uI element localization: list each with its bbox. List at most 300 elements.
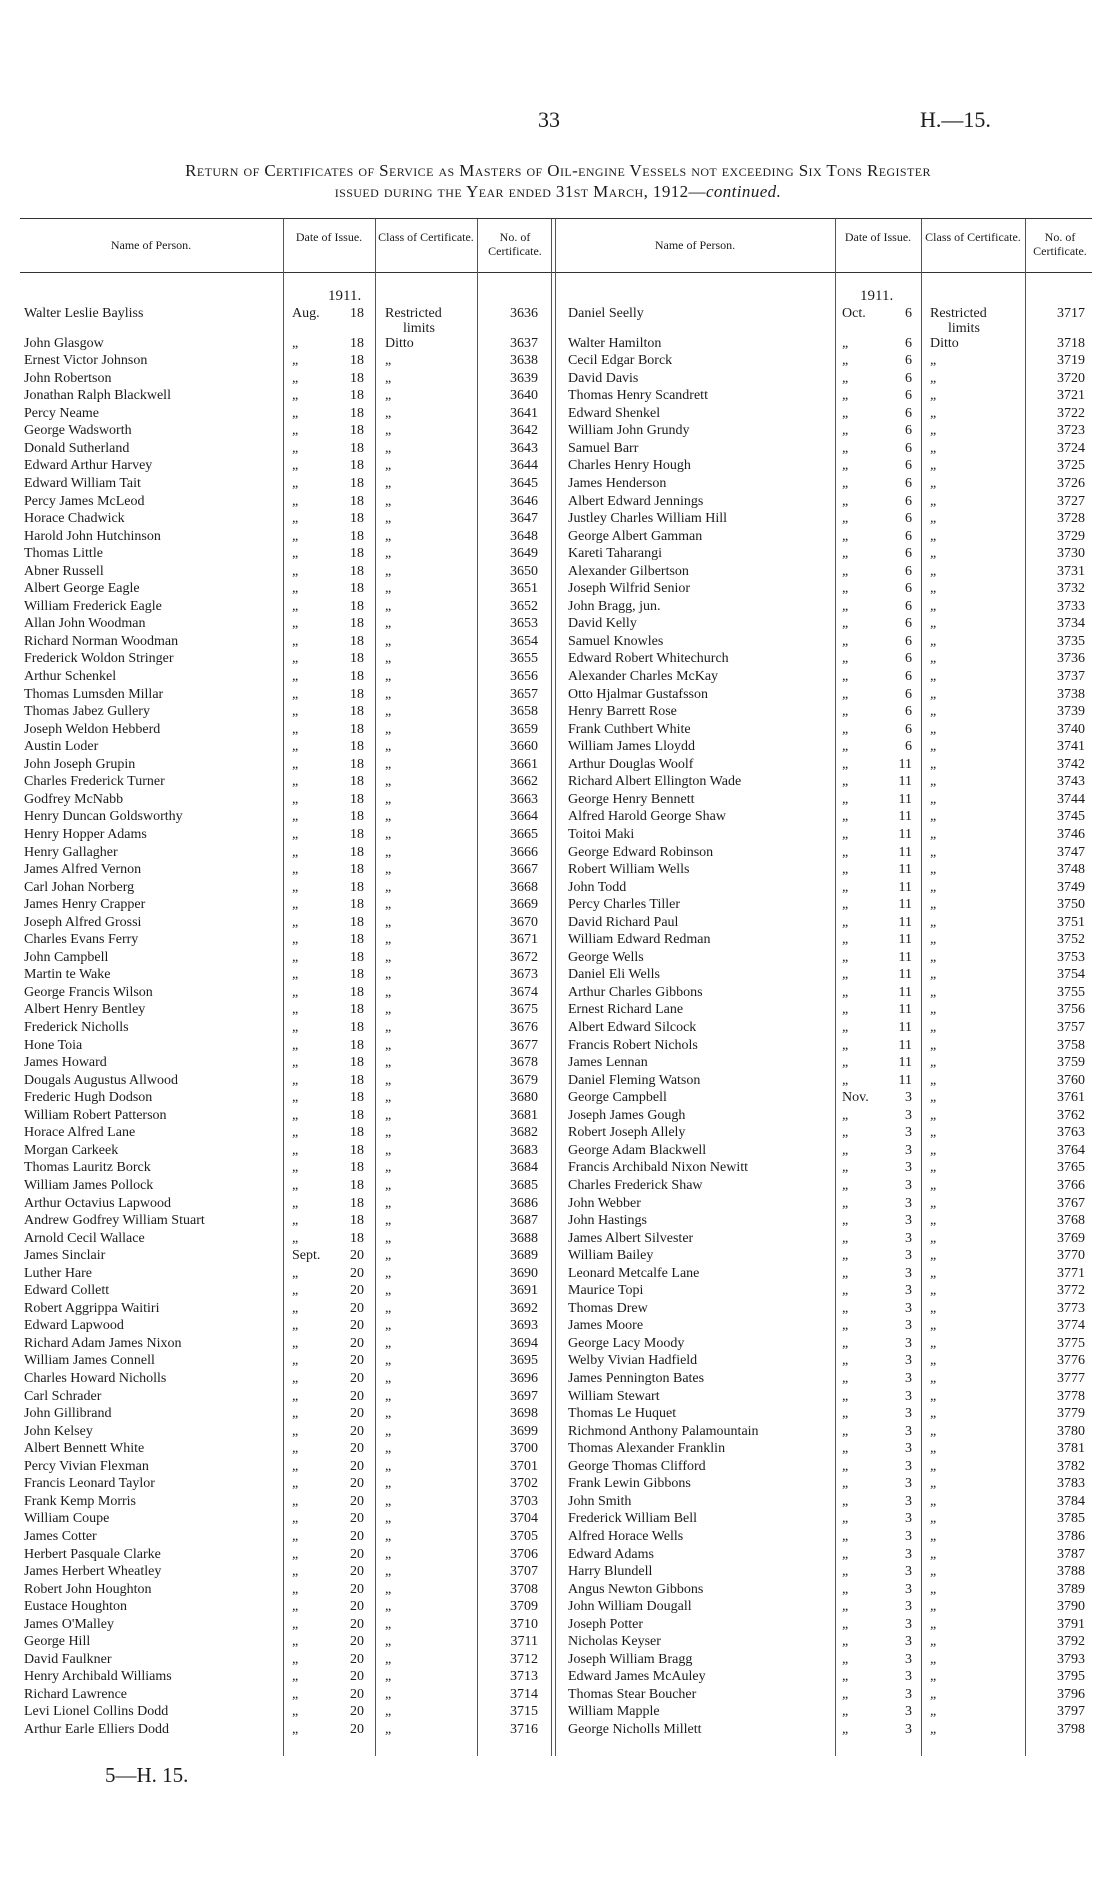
issue-month: „ — [292, 1704, 299, 1720]
issue-day: 11 — [898, 1037, 912, 1053]
person-name: Dougals Augustus Allwood — [24, 1072, 179, 1088]
issue-month: „ — [842, 1528, 849, 1544]
certificate-class: „ — [385, 1441, 392, 1457]
certificate-number: 3747 — [1057, 844, 1085, 860]
certificate-number: 3697 — [510, 1388, 538, 1404]
issue-month: „ — [292, 844, 299, 860]
issue-day: 18 — [350, 1002, 364, 1018]
issue-month: „ — [292, 370, 299, 386]
issue-day: 11 — [898, 862, 912, 878]
issue-month: „ — [292, 686, 299, 702]
certificate-class: „ — [930, 967, 937, 983]
certificate-class: „ — [385, 1511, 392, 1527]
certificate-class: „ — [930, 1634, 937, 1650]
certificate-class: „ — [930, 458, 937, 474]
issue-month: „ — [292, 704, 299, 720]
certificate-class: „ — [385, 721, 392, 737]
issue-day: 18 — [350, 528, 364, 544]
person-name: Henry Gallagher — [24, 844, 118, 860]
issue-day: 6 — [905, 546, 912, 562]
issue-day: 3 — [905, 1476, 912, 1492]
person-name: John Todd — [568, 879, 627, 895]
certificate-number: 3641 — [510, 405, 538, 421]
issue-day: 18 — [350, 651, 364, 667]
issue-month: „ — [842, 984, 849, 1000]
person-name: Alexander Charles McKay — [568, 669, 719, 684]
issue-day: 18 — [350, 335, 364, 351]
certificate-class: Ditto — [385, 335, 414, 351]
certificate-class: „ — [385, 1090, 392, 1106]
certificate-number: 3702 — [510, 1476, 538, 1492]
issue-day: 6 — [905, 405, 912, 421]
person-name: Toitoi Maki — [568, 826, 635, 842]
issue-day: 11 — [898, 1055, 912, 1071]
issue-month: „ — [842, 791, 849, 807]
issue-month: „ — [292, 633, 299, 649]
issue-month: „ — [842, 1055, 849, 1071]
issue-month: „ — [842, 1230, 849, 1246]
issue-month: Nov. — [842, 1090, 869, 1106]
person-name: Joseph William Bragg — [568, 1651, 693, 1667]
certificate-class: „ — [385, 1493, 392, 1509]
person-name: Abner Russell — [24, 563, 104, 579]
person-name: Alfred Harold George Shaw — [568, 809, 726, 825]
certificate-number: 3699 — [510, 1423, 538, 1439]
certificate-class: „ — [930, 932, 937, 948]
issue-month: „ — [842, 862, 849, 878]
certificate-class: „ — [930, 1195, 937, 1211]
certificate-class: „ — [930, 546, 937, 562]
issue-month: „ — [842, 1581, 849, 1597]
issue-month: „ — [292, 1634, 299, 1650]
person-name: Thomas Little — [24, 546, 103, 562]
person-name: Martin te Wake — [24, 967, 111, 983]
certificate-class: „ — [930, 984, 937, 1000]
issue-month: „ — [292, 1528, 299, 1544]
person-name: George Adam Blackwell — [568, 1142, 707, 1158]
issue-month: „ — [292, 1564, 299, 1580]
certificate-class: „ — [930, 1423, 937, 1439]
person-name: George Francis Wilson — [24, 984, 153, 1000]
person-name: Hone Toia — [24, 1037, 83, 1053]
certificate-number: 3660 — [510, 739, 538, 755]
issue-month: „ — [292, 809, 299, 825]
certificate-number: 3707 — [510, 1564, 538, 1580]
certificate-number: 3670 — [510, 914, 538, 930]
issue-month: „ — [842, 1283, 849, 1299]
person-name: Charles Howard Nicholls — [24, 1371, 167, 1386]
person-name: Arthur Charles Gibbons — [568, 984, 703, 1000]
person-name: Richard Lawrence — [24, 1686, 127, 1702]
issue-day: 3 — [905, 1335, 912, 1351]
certificate-class: „ — [930, 949, 937, 965]
certificate-class: „ — [385, 1230, 392, 1246]
issue-day: 3 — [905, 1493, 912, 1509]
issue-month: „ — [292, 616, 299, 632]
person-name: Otto Hjalmar Gustafsson — [568, 686, 708, 702]
issue-month: „ — [292, 598, 299, 614]
issue-day: 3 — [905, 1195, 912, 1211]
certificate-number: 3706 — [510, 1546, 538, 1562]
certificate-number: 3764 — [1057, 1142, 1085, 1158]
column-rule — [921, 219, 922, 1756]
issue-month: „ — [292, 1107, 299, 1123]
person-name: Angus Newton Gibbons — [568, 1581, 704, 1597]
certificate-class: „ — [930, 598, 937, 614]
person-name: David Faulkner — [24, 1651, 112, 1667]
person-name: Henry Duncan Goldsworthy — [24, 809, 183, 825]
issue-month: „ — [292, 388, 299, 404]
issue-month: „ — [292, 756, 299, 772]
column-rule — [835, 219, 836, 1756]
person-name: Arthur Schenkel — [24, 669, 117, 684]
person-name: Henry Archibald Williams — [24, 1669, 172, 1685]
person-name: William James Connell — [24, 1353, 155, 1369]
issue-month: „ — [842, 1511, 849, 1527]
certificate-number: 3657 — [510, 686, 538, 702]
certificate-number: 3788 — [1057, 1564, 1085, 1580]
person-name: Eustace Houghton — [24, 1599, 128, 1615]
issue-day: 20 — [350, 1616, 364, 1632]
certificate-class: „ — [930, 388, 937, 404]
person-name: Carl Schrader — [24, 1388, 102, 1404]
certificate-class: „ — [930, 879, 937, 895]
person-name: John Hastings — [568, 1213, 647, 1229]
issue-day: 6 — [905, 739, 912, 755]
person-name: James Henry Crapper — [24, 897, 146, 913]
certificate-number: 3689 — [510, 1248, 538, 1264]
certificate-class: „ — [385, 1564, 392, 1580]
certificate-class: „ — [385, 1195, 392, 1211]
certificate-class-line-2: limits — [948, 321, 980, 336]
person-name: Thomas Stear Boucher — [568, 1686, 697, 1702]
issue-month: „ — [842, 1265, 849, 1281]
issue-day: 3 — [905, 1125, 912, 1141]
certificate-class: „ — [930, 1125, 937, 1141]
certificate-class: „ — [930, 844, 937, 860]
person-name: Kareti Taharangi — [568, 546, 662, 562]
issue-day: 3 — [905, 1564, 912, 1580]
person-name: James Sinclair — [24, 1248, 106, 1264]
certificate-number: 3648 — [510, 528, 538, 544]
certificate-class: Ditto — [930, 335, 959, 351]
issue-day: 3 — [905, 1651, 912, 1667]
certificate-number: 3724 — [1057, 440, 1085, 456]
issue-month: „ — [842, 1020, 849, 1035]
issue-day: 11 — [898, 826, 912, 842]
certificate-number: 3649 — [510, 546, 538, 562]
person-name: Francis Leonard Taylor — [24, 1476, 155, 1492]
person-name: Maurice Topi — [568, 1283, 644, 1299]
issue-month: „ — [292, 1476, 299, 1492]
issue-day: 20 — [350, 1634, 364, 1650]
issue-month: „ — [292, 1090, 299, 1106]
person-name: Austin Loder — [24, 739, 99, 755]
certificate-number: 3766 — [1057, 1177, 1085, 1193]
issue-month: „ — [292, 739, 299, 755]
issue-day: 20 — [350, 1546, 364, 1562]
person-name: William Mapple — [568, 1704, 660, 1720]
certificate-class: „ — [930, 686, 937, 702]
certificate-number: 3761 — [1057, 1090, 1085, 1106]
certificate-class: „ — [385, 651, 392, 667]
person-name: Richard Adam James Nixon — [24, 1335, 182, 1351]
certificate-class: „ — [930, 1511, 937, 1527]
issue-month: „ — [842, 546, 849, 562]
issue-day: 18 — [350, 1230, 364, 1246]
certificate-number: 3687 — [510, 1213, 538, 1229]
person-name: John Gillibrand — [24, 1406, 112, 1422]
issue-month: „ — [292, 353, 299, 369]
person-name: Percy James McLeod — [24, 493, 145, 509]
person-name: Frederic Hugh Dodson — [24, 1090, 153, 1106]
person-name: James Henderson — [568, 475, 667, 491]
issue-month: „ — [292, 475, 299, 491]
issue-month: „ — [842, 879, 849, 895]
issue-day: 6 — [905, 704, 912, 720]
certificate-number: 3746 — [1057, 826, 1085, 842]
issue-day: 18 — [350, 669, 364, 684]
certificate-class: „ — [930, 1406, 937, 1422]
issue-day: 18 — [350, 546, 364, 562]
certificate-class: „ — [385, 405, 392, 421]
certificate-number: 3691 — [510, 1283, 538, 1299]
person-name: Edward Shenkel — [568, 405, 661, 421]
issue-month: „ — [842, 598, 849, 614]
issue-month: „ — [842, 440, 849, 456]
certificate-number: 3784 — [1057, 1493, 1085, 1509]
issue-day: 18 — [350, 791, 364, 807]
certificate-class: „ — [385, 1458, 392, 1474]
issue-day: 3 — [905, 1634, 912, 1650]
issue-month: „ — [842, 616, 849, 632]
certificate-number: 3781 — [1057, 1441, 1085, 1457]
certificate-number: 3795 — [1057, 1669, 1085, 1685]
issue-month: Aug. — [292, 306, 320, 321]
person-name: Richmond Anthony Palamountain — [568, 1423, 759, 1439]
certificate-number: 3678 — [510, 1055, 538, 1071]
certificate-class: „ — [385, 1020, 392, 1035]
certificate-class: „ — [930, 1142, 937, 1158]
person-name: Arnold Cecil Wallace — [24, 1230, 145, 1246]
person-name: Horace Alfred Lane — [24, 1125, 136, 1141]
issue-month: „ — [292, 493, 299, 509]
issue-month: „ — [842, 739, 849, 755]
certificate-class: „ — [930, 1669, 937, 1685]
certificate-number: 3777 — [1057, 1371, 1085, 1386]
issue-day: 18 — [350, 844, 364, 860]
issue-month: „ — [842, 563, 849, 579]
certificate-number: 3757 — [1057, 1020, 1085, 1035]
certificate-class: „ — [930, 1230, 937, 1246]
certificate-class: „ — [930, 1651, 937, 1667]
certificate-class: „ — [385, 1072, 392, 1088]
certificate-class: „ — [385, 1248, 392, 1264]
issue-month: „ — [292, 1055, 299, 1071]
issue-day: 20 — [350, 1686, 364, 1702]
issue-day: 18 — [350, 1195, 364, 1211]
issue-day: 20 — [350, 1388, 364, 1404]
issue-month: „ — [292, 914, 299, 930]
issue-day: 3 — [905, 1107, 912, 1123]
issue-day: 18 — [350, 353, 364, 369]
certificate-number: 3728 — [1057, 511, 1085, 527]
certificate-number: 3639 — [510, 370, 538, 386]
certificate-class: „ — [930, 1107, 937, 1123]
certificate-number: 3696 — [510, 1371, 538, 1386]
person-name: George Albert Gamman — [568, 528, 703, 544]
issue-day: 18 — [350, 511, 364, 527]
issue-day: 20 — [350, 1581, 364, 1597]
issue-day: 20 — [350, 1423, 364, 1439]
person-name: Robert Joseph Allely — [568, 1125, 686, 1141]
certificate-class: „ — [385, 1371, 392, 1386]
certificate-number: 3771 — [1057, 1265, 1085, 1281]
certificate-number: 3665 — [510, 826, 538, 842]
certificate-number: 3652 — [510, 598, 538, 614]
certificate-number: 3723 — [1057, 423, 1085, 439]
certificate-class: „ — [930, 493, 937, 509]
person-name: David Kelly — [568, 616, 637, 632]
issue-day: 3 — [905, 1248, 912, 1264]
certificate-class: „ — [385, 581, 392, 597]
issue-day: 11 — [898, 879, 912, 895]
issue-month: „ — [842, 967, 849, 983]
certificate-class: „ — [385, 1265, 392, 1281]
person-name: Edward James McAuley — [568, 1669, 706, 1685]
certificate-number: 3685 — [510, 1177, 538, 1193]
certificate-number: 3783 — [1057, 1476, 1085, 1492]
issue-month: „ — [842, 1037, 849, 1053]
issue-month: „ — [292, 984, 299, 1000]
certificate-class: „ — [930, 1283, 937, 1299]
issue-month: „ — [292, 1458, 299, 1474]
certificate-class: Restricted — [930, 306, 987, 321]
person-name: John Bragg, jun. — [568, 598, 661, 614]
issue-day: 18 — [350, 475, 364, 491]
issue-month: „ — [292, 423, 299, 439]
issue-month: „ — [842, 1142, 849, 1158]
person-name: John William Dougall — [568, 1599, 692, 1615]
person-name: William James Lloydd — [568, 739, 695, 755]
certificate-number: 3686 — [510, 1195, 538, 1211]
certificate-number: 3711 — [510, 1634, 538, 1650]
issue-month: „ — [842, 1318, 849, 1334]
issue-day: 3 — [905, 1265, 912, 1281]
issue-month: Oct. — [842, 306, 866, 321]
issue-day: 11 — [898, 897, 912, 913]
issue-month: „ — [292, 967, 299, 983]
issue-day: 6 — [905, 306, 912, 321]
right-header-class: Class of Certificate. — [925, 230, 1021, 244]
certificate-class: „ — [930, 826, 937, 842]
issue-day: 18 — [350, 616, 364, 632]
certificate-number: 3738 — [1057, 686, 1085, 702]
certificate-class: „ — [385, 949, 392, 965]
issue-day: 3 — [905, 1318, 912, 1334]
certificate-number: 3693 — [510, 1318, 538, 1334]
person-name: Morgan Carkeek — [24, 1142, 119, 1158]
issue-month: „ — [292, 1160, 299, 1176]
issue-day: 3 — [905, 1546, 912, 1562]
column-rule — [555, 219, 556, 1756]
issue-month: „ — [292, 581, 299, 597]
issue-month: „ — [842, 335, 849, 351]
left-year: 1911. — [328, 288, 362, 304]
issue-day: 20 — [350, 1599, 364, 1615]
issue-month: „ — [842, 1634, 849, 1650]
person-name: Frederick Nicholls — [24, 1020, 129, 1035]
certificate-number: 3643 — [510, 440, 538, 456]
certificate-number: 3790 — [1057, 1599, 1085, 1615]
certificate-number: 3741 — [1057, 739, 1085, 755]
certificate-class: „ — [930, 563, 937, 579]
person-name: Daniel Eli Wells — [568, 967, 660, 983]
left-header-date: Date of Issue. — [295, 230, 363, 244]
issue-day: 3 — [905, 1283, 912, 1299]
person-name: James Howard — [24, 1055, 107, 1071]
certificate-number: 3683 — [510, 1142, 538, 1158]
issue-month: „ — [292, 1669, 299, 1685]
certificate-class: „ — [385, 1406, 392, 1422]
certificate-number: 3680 — [510, 1090, 538, 1106]
certificate-number: 3714 — [510, 1686, 538, 1702]
issue-month: „ — [842, 914, 849, 930]
issue-day: 18 — [350, 440, 364, 456]
certificate-number: 3754 — [1057, 967, 1085, 983]
certificate-number: 3744 — [1057, 791, 1085, 807]
person-name: Edward Lapwood — [24, 1318, 124, 1334]
certificate-class: „ — [930, 1493, 937, 1509]
certificate-class: „ — [385, 370, 392, 386]
issue-month: „ — [292, 862, 299, 878]
issue-month: „ — [292, 1072, 299, 1088]
certificate-number: 3705 — [510, 1528, 538, 1544]
certificate-class: „ — [385, 1107, 392, 1123]
certificate-class: „ — [385, 1160, 392, 1176]
certificate-number: 3798 — [1057, 1722, 1085, 1737]
person-name: William Stewart — [568, 1388, 660, 1404]
certificate-class: „ — [385, 1037, 392, 1053]
person-name: James Cotter — [24, 1528, 97, 1544]
certificate-class: Restricted — [385, 306, 442, 321]
issue-month: „ — [292, 1213, 299, 1229]
person-name: Walter Leslie Bayliss — [24, 306, 144, 321]
certificate-number: 3779 — [1057, 1406, 1085, 1422]
issue-month: „ — [842, 405, 849, 421]
person-name: Arthur Douglas Woolf — [568, 756, 694, 772]
person-name: Harry Blundell — [568, 1564, 653, 1580]
issue-month: „ — [842, 669, 849, 684]
certificate-number: 3701 — [510, 1458, 538, 1474]
issue-month: „ — [292, 1388, 299, 1404]
certificate-number: 3700 — [510, 1441, 538, 1457]
issue-day: 18 — [350, 1160, 364, 1176]
certificate-number: 3737 — [1057, 669, 1085, 684]
certificate-number: 3735 — [1057, 633, 1085, 649]
certificate-number: 3675 — [510, 1002, 538, 1018]
certificate-class: „ — [385, 967, 392, 983]
issue-day: 20 — [350, 1669, 364, 1685]
title-line-2 — [22, 181, 1094, 202]
issue-month: „ — [292, 1020, 299, 1035]
certificate-number: 3682 — [510, 1125, 538, 1141]
issue-day: 6 — [905, 511, 912, 527]
issue-day: 11 — [898, 1002, 912, 1018]
certificate-class: „ — [385, 1581, 392, 1597]
certificate-class: „ — [930, 1020, 937, 1035]
certificate-number: 3773 — [1057, 1300, 1085, 1316]
